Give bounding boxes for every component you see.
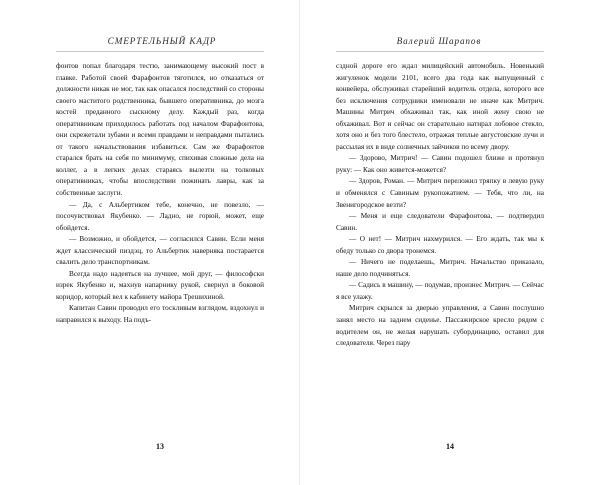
left-page-running-head: СМЕРТЕЛЬНЫЙ КАДР: [107, 36, 217, 46]
right-page-header-rule: [336, 51, 544, 52]
left-page-body: [56, 61, 264, 327]
paragraph: — Садись в машину, — подумав, произнес Митрич. — Сейчас я все улажу.: [336, 281, 544, 301]
paragraph: Митрич скрылся за дверью управления, а Савин послушно занял место на заднем сиденье. Пассажирское кресло рядом с водителем он, не желая нарушать субординацию, оставил для следователя. Через пару: [336, 304, 544, 348]
paragraph: фонтов попал благодаря тестю, занимающему высокий пост в главке. Работой своей Фарафонтов тяготился, но отказаться от должности никак не мог, так как опасался последствий со стороны своего маститого родственника, бывшего оперативника, до мозга костей преданного сыскному делу. Каждый раз, когда оперативникам приходилось работать под началом Фарафонтова, они скрежетали зубами и всеми правдами и неправдами пытались от такого начальствования избавиться. Сам же Фарафонтов старался брать на себя по минимуму, спихивая сложные дела на коллег, а в легких делах стараясь вылезти на толковых оперативниках, чтобы впоследствии пожинать лавры, как за собственные заслуги.: [56, 62, 264, 198]
left-page-number: 13: [156, 442, 164, 451]
paragraph: — Да, с Альбертиком тебе, конечно, не повезло, — посочувствовал Якубенко. — Ладно, не горюй, может, еще обойдется.: [56, 200, 264, 232]
right-page: [300, 0, 600, 485]
paragraph: — Меня и еще следователи Фарафонтова, — подтвердил Савин.: [336, 212, 544, 232]
right-page-number: 14: [446, 442, 454, 451]
paragraph: — О нет! — Митрич нахмурился. — Его ждать, так мы к обеду только со двора тронемся.: [336, 235, 544, 255]
paragraph: Всегда надо надеяться на лучшее, мой друг, — философски изрек Якубенко и, махнув напарнику рукой, свернул в боковой коридор, который вел к кабинету майора Трешихиной.: [56, 269, 264, 301]
paragraph: Капитан Савин проводил его тоскливым взглядом, вздохнул и направился к выходу. На подъ-: [56, 304, 264, 325]
left-page-header-rule: [56, 51, 264, 52]
paragraph: сздной дороге его ждал милицейский автомобиль. Новенький жигуленок модели 2101, всего два года как выпущенный с конвейера, обслуживал старейший водитель отдела, которого все без исключения сотрудники именовали не иначе как Митрич. Машины Митрич обхаживал так, как иной жену свою не обхаживал. Вот и сейчас он старательно натирал лобовое стекло, хотя оно и без того блестело, отражая теплые августовские лучи и рассылая их в виде солнечных зайчиков по всему двору.: [336, 62, 544, 151]
right-page-body: [336, 61, 544, 350]
right-page-running-head: Валерий Шарапов: [396, 36, 482, 46]
paragraph: — Возможно, и обойдется, — согласился Савин. Если меня ждет классический пиздэц, то Альбертик наверняка постарается свалить дело транспортникам.: [56, 235, 264, 267]
paragraph: — Здорово, Митрич! — Савин подошел ближе и протянул руку: — Как оно живется-можется?: [336, 154, 544, 174]
paragraph: — Ничего не поделаешь, Митрич. Начальство приказало, наше дело подчиняться.: [336, 258, 544, 278]
paragraph: — Здоров, Роман. — Митрич переложил тряпку в левую руку и обменялся с Савиным рукопожатием. — Тебя, что ли, на Звенигородское везти?: [336, 177, 544, 209]
